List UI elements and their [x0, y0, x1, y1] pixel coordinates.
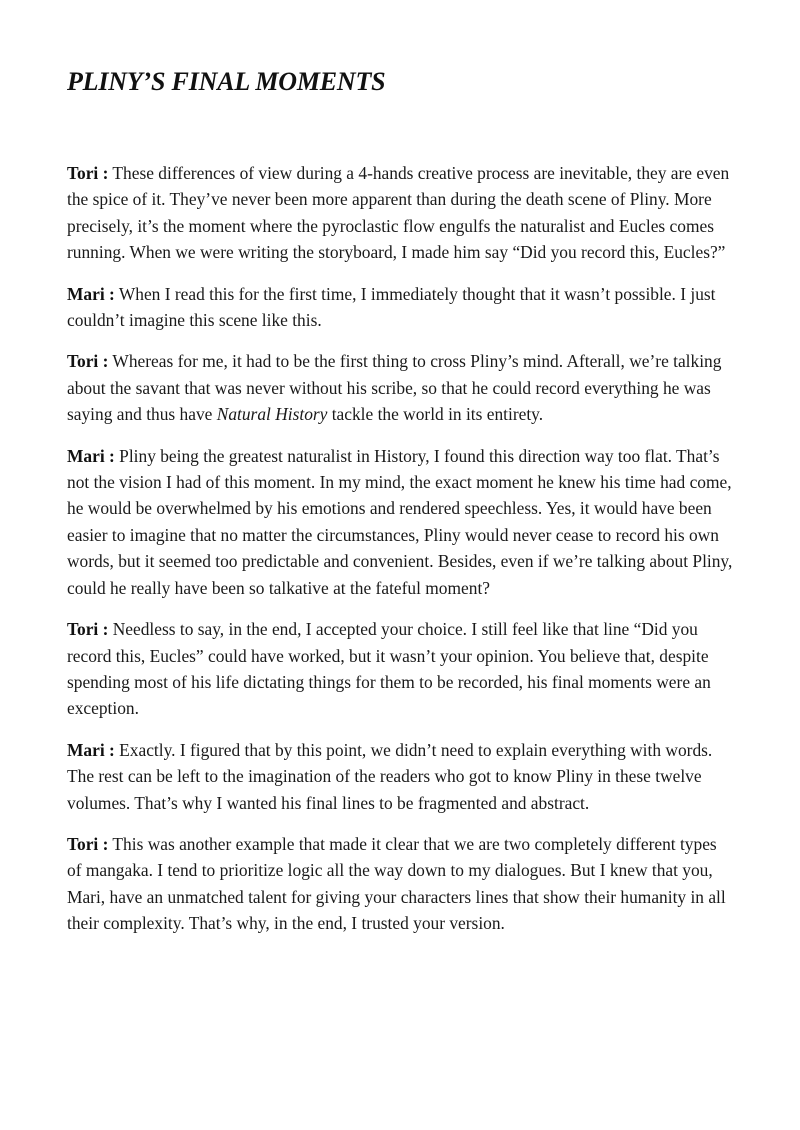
dialogue-paragraph [67, 348, 735, 427]
paragraph-text: These differences of view during a 4-hands creative process are inevitable, they are even the spice of it. They’ve never been more apparent than during the death scene of Pliny. More precisely, it’s the moment where the pyroclastic flow engulfs the naturalist and Eucles comes running. When we were writing the storyboard, I made him say “Did you record this, Eucles?” [67, 163, 730, 263]
paragraph-text: Needless to say, in the end, I accepted your choice. I still feel like that line “Did you record this, Eucles” could have worked, but it wasn’t your opinion. You believe that, despite spending most of his life dictating things for them to be recorded, his final moments were an exception. [67, 619, 711, 719]
paragraph-text: This was another example that made it clear that we are two completely different types of mangaka. I tend to prioritize logic all the way down to my dialogues. But I knew that you, Mari, have an unmatched talent for giving your characters lines that show their humanity in all their complexity. That’s why, in the end, I trusted your version. [67, 833, 726, 934]
speaker-label: Mari : [67, 739, 115, 760]
book-title-italic: Natural History [216, 404, 328, 425]
speaker-label: Mari : [67, 445, 115, 466]
speaker-label: Tori : [67, 163, 109, 183]
speaker-label: Tori : [67, 833, 109, 854]
dialogue-paragraph [67, 616, 735, 722]
paragraph-text: Whereas for me, it had to be the first thing to cross Pliny’s mind. Afterall, we’re talking about the savant that was never without his scribe, so that he could record everything he was saying and thus have [67, 351, 722, 425]
speaker-label: Tori : [67, 619, 109, 640]
paragraph-text: Pliny being the greatest naturalist in History, I found this direction way too flat. That’s not the vision I had of this moment. In my mind, the exact moment he knew his time had come, he would be overwhelmed by his emotions and rendered speechless. Yes, it would have been easier to imagine that no matter the circumstances, Pliny would never cease to record his own words, but it seemed too predictable and convenient. Besides, even if we’re talking about Pliny, could he really have been so talkative at the fateful moment? [67, 445, 733, 598]
dialogue-paragraph [67, 160, 735, 266]
paragraph-text: Exactly. I figured that by this point, we didn’t need to explain everything with words. The rest can be left to the imagination of the readers who got to know Pliny in these twelve volumes. That’s why I wanted his final lines to be fragmented and abstract. [67, 739, 713, 813]
speaker-label: Mari : [67, 283, 115, 304]
page-title: PLINY’S FINAL MOMENTS [67, 67, 386, 96]
paragraph-text: tackle the world in its entirety. [327, 404, 544, 425]
dialogue-paragraph [67, 831, 735, 937]
dialogue-paragraph [67, 281, 735, 334]
paragraph-text: When I read this for the first time, I immediately thought that it wasn’t possible. I just couldn’t imagine this scene like this. [67, 283, 716, 331]
speaker-label: Tori : [67, 351, 109, 372]
document-page [67, 66, 735, 952]
dialogue-paragraph [67, 443, 735, 601]
dialogue-paragraph [67, 737, 735, 816]
dialogue-body [67, 160, 735, 937]
